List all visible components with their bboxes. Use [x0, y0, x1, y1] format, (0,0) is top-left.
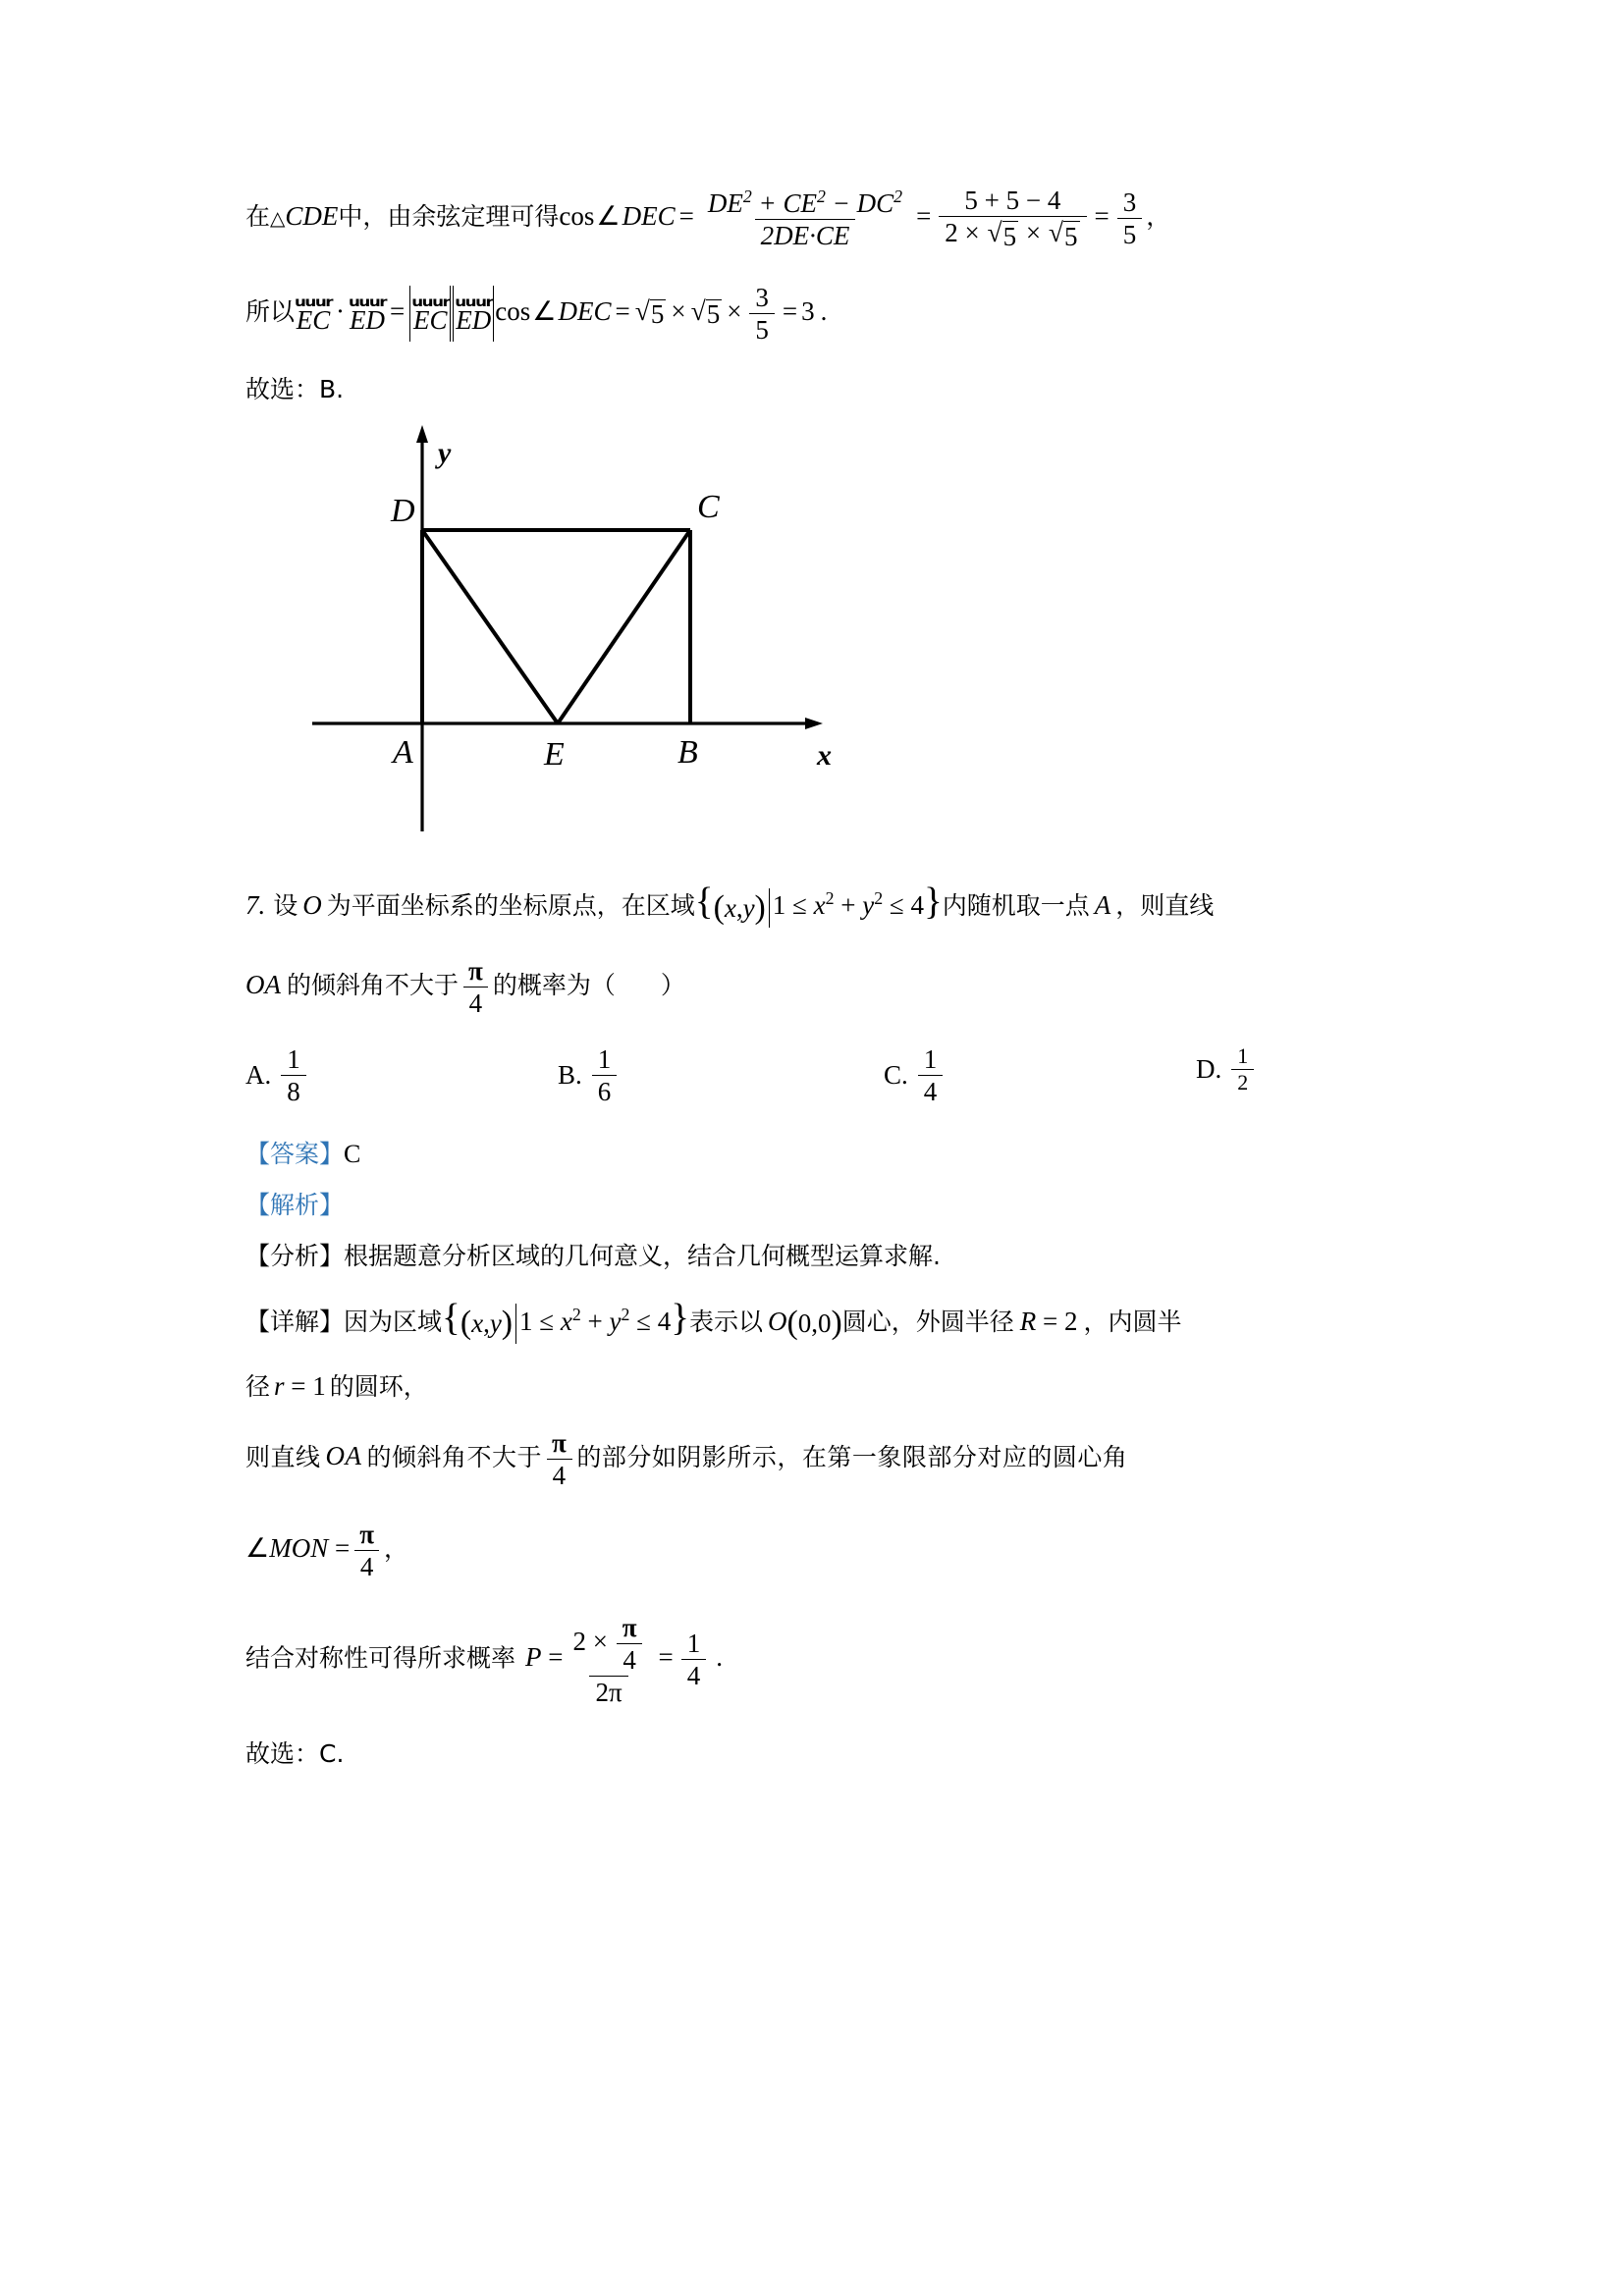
- option-A-num: 1: [287, 1043, 300, 1074]
- abs-vector-EC-body: EC: [412, 305, 448, 336]
- fenxi-line: [245, 1241, 1404, 1270]
- option-B-num: 1: [597, 1043, 612, 1074]
- xiangjie-text-4: ，内圆半: [1083, 1307, 1182, 1336]
- option-D-label: D.: [1196, 1054, 1222, 1085]
- vector-ED: [349, 294, 386, 334]
- option-B-den: 6: [592, 1075, 618, 1105]
- center-O: O: [768, 1306, 787, 1336]
- fenxi-tag: 【分析】: [245, 1241, 345, 1270]
- page-content: [245, 186, 1404, 1769]
- q7-line2-text: 的倾斜角不大于: [287, 971, 460, 1000]
- cosine-theorem-line: [245, 187, 1404, 250]
- set-condition-bar: [769, 888, 770, 929]
- xiangjie-line-2: [245, 1370, 1404, 1401]
- set-condition-2: $1 \le x^2 + y^2 \le 4$: [519, 1304, 672, 1336]
- abs-bar-mid-1: [450, 286, 451, 342]
- label-A: A: [393, 734, 413, 772]
- symmetry-text: 结合对称性可得所求概率: [245, 1643, 516, 1673]
- option-C-num: 1: [923, 1043, 938, 1074]
- analysis-tag: 【解析】: [245, 1190, 345, 1219]
- radius-label: 径: [245, 1371, 271, 1401]
- center-coords: ( 0,0 ): [786, 1305, 842, 1342]
- equals-sign: =: [678, 200, 694, 231]
- radius-tail: 的圆环，: [329, 1371, 428, 1401]
- xiangjie-line-1: [245, 1296, 1404, 1344]
- angle-comma: ，: [384, 1533, 409, 1563]
- option-D[interactable]: [1196, 1042, 1258, 1095]
- label-x-axis: x: [817, 739, 832, 773]
- label-B: B: [677, 734, 698, 772]
- angle-symbol: ∠: [596, 200, 621, 231]
- option-A-den: 8: [281, 1075, 306, 1105]
- xiangjie-text-3: 圆心，外圆半径: [841, 1307, 1014, 1336]
- cosine-lead-text: 在: [245, 201, 271, 231]
- vector-arrow-glyph-3: uuur: [411, 294, 450, 310]
- triangle-name: CDE: [285, 200, 339, 231]
- angle-symbol-2: ∠: [532, 295, 557, 326]
- abs-vector-EC: [411, 294, 449, 334]
- fraction-numerator-2: 5 + 5 − 4: [964, 186, 1061, 215]
- question-7-options: [245, 1042, 1404, 1124]
- abs-bar-left-1: [409, 286, 410, 342]
- pi-symbol: π: [468, 956, 483, 987]
- probability-numerator: 2 × $\frac{\pi}{4}$: [568, 1614, 651, 1676]
- shadow-line-OA: OA: [325, 1441, 362, 1471]
- dot-operator: ·: [336, 295, 346, 326]
- angle-name-2: DEC: [558, 295, 612, 326]
- origin-O: O: [302, 890, 322, 921]
- cos-label-2: cos: [495, 295, 531, 326]
- set-close-brace: }: [923, 881, 943, 924]
- analysis-tag-line: [245, 1190, 1404, 1219]
- four-denominator-3: 4: [354, 1550, 380, 1580]
- set-open-brace-2: {: [442, 1296, 460, 1339]
- set-pair-xy: ( x , y ): [713, 889, 766, 927]
- q7-text-3: 内随机取一点: [942, 891, 1090, 921]
- vector-EC-body: EC: [296, 305, 331, 336]
- xiangjie-text-1: 因为区域: [344, 1307, 443, 1336]
- shadow-text-3: 的部分如阴影所示，在第一象限部分对应的圆心角: [576, 1442, 1128, 1471]
- option-D-fraction: [1231, 1042, 1254, 1095]
- frac3-num: 3: [1122, 187, 1137, 217]
- fraction-denominator-2: 2 × √ 5 × √ 5: [939, 216, 1086, 250]
- equals-sign-v2: =: [615, 295, 630, 326]
- vfrac-den: 5: [749, 313, 775, 344]
- sqrt-5-c: √ 5: [634, 294, 665, 329]
- abs-vector-ED: [455, 294, 492, 334]
- angle-name: DEC: [622, 200, 676, 231]
- point-A: A: [1094, 890, 1111, 921]
- equals-sign-v3: =: [782, 295, 798, 326]
- option-B-fraction: [592, 1045, 618, 1105]
- equals-sign-2: =: [916, 200, 932, 231]
- vfrac-num: 3: [755, 283, 769, 313]
- cosine-mid-text: 中，由余弦定理可得: [338, 201, 560, 231]
- set-pair-xy-2: ( x , y ): [460, 1305, 514, 1342]
- sqrt-5-d: √ 5: [690, 294, 721, 329]
- q7-text-2: 为平面坐标系的坐标原点，在区域: [326, 891, 695, 921]
- final-answer-line: 故选：C.: [245, 1739, 345, 1769]
- abs-bar-mid-2: [453, 286, 454, 342]
- answer-value: C: [344, 1139, 361, 1168]
- label-y-axis: y: [438, 437, 452, 470]
- shadow-text-1: 则直线: [245, 1442, 321, 1471]
- equals-sign-v1: =: [390, 295, 406, 326]
- option-A-label: A.: [245, 1059, 272, 1090]
- cos-label: cos: [559, 200, 595, 231]
- option-D-den: 2: [1231, 1069, 1254, 1095]
- option-A-fraction: [281, 1045, 306, 1105]
- fraction-three-fifths-2: [749, 284, 775, 344]
- sqrt-5-a: √ 5: [987, 217, 1017, 252]
- segment-DE: [422, 530, 558, 723]
- shadow-text-2: 的倾斜角不大于: [366, 1442, 543, 1471]
- symmetry-probability-line: [245, 1614, 1404, 1706]
- option-A[interactable]: [245, 1045, 310, 1105]
- sqrt-b-value: 5: [706, 298, 721, 329]
- fraction-numbers: [939, 187, 1086, 250]
- outer-radius-eq: R = 2: [1019, 1306, 1078, 1336]
- option-C-label: C.: [884, 1059, 908, 1090]
- probability-period: .: [716, 1642, 724, 1673]
- answer-tag-line: [245, 1139, 1404, 1168]
- probability-result-fraction: [681, 1629, 707, 1689]
- option-D-num: 1: [1237, 1042, 1249, 1068]
- question-7-line-1: [245, 882, 1404, 928]
- sqrt-a-value: 5: [650, 298, 665, 329]
- fraction-three-fifths: [1117, 188, 1143, 248]
- xiangjie-text-2: 表示以: [689, 1307, 764, 1336]
- option-C[interactable]: [884, 1045, 947, 1105]
- figure-svg: [304, 419, 854, 841]
- times-2: ×: [727, 295, 742, 326]
- trailing-comma: ，: [1146, 201, 1171, 231]
- answer-line-b: 故选：B.: [245, 375, 345, 404]
- equals-sign-3: =: [1094, 200, 1110, 231]
- frac3-den: 5: [1117, 218, 1143, 248]
- fraction-numerator: $DE^2 + CE^2 - DC^2$: [707, 187, 903, 218]
- probability-fraction: [568, 1614, 651, 1706]
- fraction-pi-over-4-2: [546, 1429, 572, 1489]
- question-number: 7.: [245, 890, 266, 921]
- set-condition-bar-2: [515, 1304, 516, 1344]
- fraction-pi-over-4: [462, 957, 489, 1017]
- vector-arrow-glyph-1: uuur: [295, 294, 333, 310]
- answer-tag: 【答案】: [245, 1139, 345, 1168]
- probability-result-den: 4: [681, 1659, 707, 1689]
- set-close-brace-2: }: [671, 1296, 690, 1339]
- P-label: P =: [525, 1642, 564, 1673]
- option-B-label: B.: [558, 1059, 582, 1090]
- equals-sign-p: =: [658, 1642, 674, 1673]
- vector-ED-body: ED: [350, 305, 386, 336]
- fenxi-text: 根据题意分析区域的几何意义，结合几何概型运算求解.: [344, 1241, 941, 1270]
- angle-mon-line: [245, 1521, 1404, 1580]
- xiangjie-line-3: [245, 1429, 1404, 1489]
- line-OA: OA: [245, 970, 281, 1000]
- label-C: C: [697, 489, 720, 526]
- label-E: E: [544, 736, 565, 774]
- y-axis-arrow: [416, 425, 428, 443]
- geometry-figure: [304, 419, 854, 841]
- four-denominator-2: 4: [547, 1459, 572, 1489]
- sqrt-5-b: √ 5: [1048, 217, 1078, 252]
- vector-arrow-glyph-2: uuur: [349, 294, 387, 310]
- q7-text-4: ，则直线: [1115, 891, 1215, 921]
- probability-denominator: 2π: [589, 1676, 627, 1706]
- pi-symbol-2: π: [552, 1427, 568, 1458]
- question-7-line-2: [245, 957, 1404, 1017]
- inner-radius-eq: r = 1: [274, 1370, 326, 1401]
- set-condition: $1 \le x^2 + y^2 \le 4$: [772, 888, 924, 921]
- option-C-fraction: [918, 1045, 944, 1105]
- vector-dot-product-line: [245, 284, 1404, 344]
- fraction-pi-over-4-3: [353, 1521, 380, 1580]
- abs-vector-ED-body: ED: [456, 305, 492, 336]
- fraction-denominator: 2DE·CE: [755, 219, 856, 249]
- xiangjie-tag: 【详解】: [245, 1307, 345, 1336]
- pi-symbol-3: π: [359, 1519, 374, 1549]
- vector-EC: [295, 294, 332, 334]
- segment-EC: [558, 530, 690, 723]
- option-B[interactable]: [558, 1045, 621, 1105]
- set-open-brace: {: [694, 881, 714, 924]
- vector-result: 3: [801, 295, 815, 326]
- probability-result-num: 1: [686, 1629, 701, 1659]
- vector-lead-text: 所以: [245, 296, 296, 326]
- label-D: D: [391, 493, 415, 530]
- q7-line2-text-3: ）: [660, 971, 685, 1000]
- q7-line2-text-2: 的概率为（: [492, 971, 616, 1000]
- angle-mon-label: ∠MON =: [245, 1532, 351, 1563]
- vector-period: .: [820, 295, 828, 326]
- q7-text-1: 设: [273, 891, 298, 921]
- fraction-de-ce-dc: [702, 187, 908, 249]
- vector-arrow-glyph-4: uuur: [455, 294, 493, 310]
- times-1: ×: [671, 295, 686, 326]
- option-C-den: 4: [918, 1075, 944, 1105]
- triangle-symbol: △: [270, 207, 286, 230]
- x-axis-arrow: [805, 718, 823, 729]
- four-denominator: 4: [463, 987, 489, 1017]
